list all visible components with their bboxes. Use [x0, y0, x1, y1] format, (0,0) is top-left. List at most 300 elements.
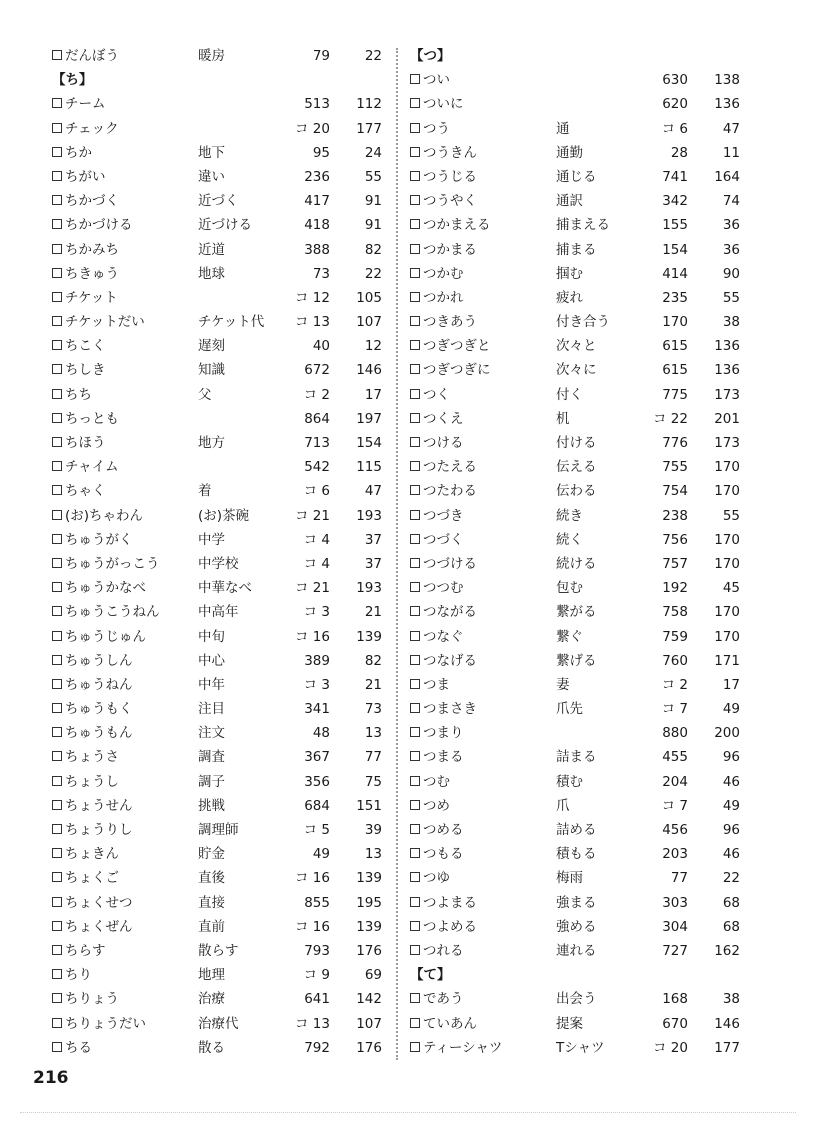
- checkbox-icon: [52, 292, 62, 302]
- entry-reading: つめる: [423, 822, 464, 838]
- left-index-column: [52, 44, 382, 1060]
- entry-page-number: 176: [356, 1039, 382, 1056]
- index-entry: [52, 770, 382, 794]
- entry-kanji: 疲れ: [556, 289, 583, 306]
- entry-kanji: 通じる: [556, 168, 597, 185]
- index-entry: [52, 649, 382, 673]
- entry-page-number: 73: [364, 701, 382, 718]
- entry-ref-number: コ 16: [295, 628, 330, 645]
- entry-page-number: 195: [356, 894, 382, 911]
- entry-reading: ちゅうこうねん: [65, 604, 160, 621]
- index-entry: [52, 745, 382, 769]
- entry-reading: ちょうりし: [65, 822, 133, 838]
- index-entry: [52, 576, 382, 600]
- index-entry: [52, 165, 382, 189]
- entry-kanji: 続く: [556, 531, 583, 548]
- entry-reading: ちょうせん: [65, 797, 133, 814]
- entry-ref-number: コ 7: [661, 701, 688, 718]
- checkbox-icon: [52, 727, 62, 737]
- entry-reading: つける: [423, 435, 464, 451]
- index-entry: [410, 939, 740, 963]
- entry-reading: つづける: [423, 555, 477, 572]
- entry-kanji: (お)茶碗: [198, 507, 250, 524]
- entry-page-number: 47: [364, 483, 382, 500]
- entry-ref-number: 684: [304, 797, 330, 814]
- entry-ref-number: 367: [304, 749, 330, 766]
- entry-ref-number: 204: [662, 773, 688, 790]
- checkbox-icon: [410, 244, 420, 254]
- index-entry: [52, 866, 382, 890]
- entry-kanji: 通訳: [556, 193, 583, 210]
- entry-reading: ちょきん: [65, 846, 119, 863]
- entry-ref-number: 342: [662, 193, 688, 210]
- entry-reading: であう: [423, 991, 464, 1008]
- index-entry: [52, 358, 382, 382]
- checkbox-icon: [52, 1018, 62, 1028]
- checkbox-icon: [410, 510, 420, 520]
- entry-reading: つぎつぎに: [423, 362, 491, 379]
- entry-kanji: 付き合う: [556, 314, 610, 331]
- entry-kanji: 次々と: [556, 338, 597, 355]
- entry-reading: つう: [423, 120, 450, 137]
- entry-ref-number: 759: [662, 628, 688, 645]
- entry-ref-number: コ 12: [295, 289, 330, 306]
- index-entry: [52, 552, 382, 576]
- entry-kanji: 治療: [198, 991, 225, 1008]
- entry-kanji: 繋げる: [556, 652, 597, 669]
- entry-kanji: 遅刻: [198, 338, 225, 355]
- index-entry: [410, 262, 740, 286]
- entry-ref-number: 388: [304, 241, 330, 258]
- entry-reading: つぎつぎと: [423, 338, 491, 355]
- entry-ref-number: 792: [304, 1039, 330, 1056]
- entry-ref-number: 776: [662, 435, 688, 451]
- entry-ref-number: 356: [304, 773, 330, 790]
- checkbox-icon: [410, 74, 420, 84]
- checkbox-icon: [52, 171, 62, 181]
- index-entry: [410, 673, 740, 697]
- entry-reading: つい: [423, 72, 450, 89]
- index-entry: [410, 358, 740, 382]
- entry-ref-number: コ 7: [661, 797, 688, 814]
- checkbox-icon: [410, 558, 420, 568]
- entry-kanji: 積む: [556, 773, 583, 790]
- index-entry: [52, 141, 382, 165]
- entry-reading: つよめる: [423, 918, 477, 935]
- checkbox-icon: [52, 776, 62, 786]
- entry-page-number: 170: [714, 604, 740, 621]
- index-entry: [52, 44, 382, 68]
- entry-ref-number: 238: [662, 507, 688, 524]
- checkbox-icon: [52, 413, 62, 423]
- entry-kanji: 連れる: [556, 942, 597, 959]
- section-header-label: 【て】: [410, 967, 451, 984]
- checkbox-icon: [52, 1042, 62, 1052]
- index-entry: [52, 842, 382, 866]
- entry-kanji: 梅雨: [556, 870, 583, 887]
- checkbox-icon: [52, 558, 62, 568]
- entry-ref-number: 757: [662, 555, 688, 572]
- entry-reading: ちかみち: [65, 241, 119, 258]
- entry-page-number: 38: [722, 314, 740, 331]
- index-entry: [52, 939, 382, 963]
- entry-page-number: 193: [356, 507, 382, 524]
- entry-kanji: 強める: [556, 918, 597, 935]
- entry-page-number: 36: [722, 217, 740, 234]
- checkbox-icon: [52, 921, 62, 931]
- entry-reading: ちゅうねん: [65, 676, 133, 693]
- entry-page-number: 139: [356, 628, 382, 645]
- entry-reading: ちきゅう: [65, 265, 119, 282]
- entry-reading: ちりょう: [65, 991, 119, 1008]
- entry-page-number: 47: [722, 120, 740, 137]
- entry-kanji: 中高年: [198, 604, 239, 621]
- checkbox-icon: [410, 389, 420, 399]
- index-entry: [52, 213, 382, 237]
- checkbox-icon: [410, 679, 420, 689]
- right-index-column: [410, 44, 740, 1060]
- entry-page-number: 11: [722, 144, 740, 161]
- checkbox-icon: [410, 897, 420, 907]
- entry-ref-number: 741: [662, 168, 688, 185]
- index-entry: [410, 552, 740, 576]
- index-entry: [410, 310, 740, 334]
- index-entry: [52, 1036, 382, 1060]
- entry-page-number: 22: [722, 870, 740, 887]
- entry-ref-number: 641: [304, 991, 330, 1008]
- entry-reading: つよまる: [423, 894, 477, 911]
- entry-reading: ちち: [65, 386, 92, 403]
- entry-kanji: 注文: [198, 725, 225, 742]
- entry-page-number: 151: [356, 797, 382, 814]
- checkbox-icon: [52, 510, 62, 520]
- entry-ref-number: 775: [662, 386, 688, 403]
- bottom-rule: [20, 1112, 796, 1113]
- section-header-label: 【つ】: [410, 48, 451, 64]
- entry-kanji: 直後: [198, 870, 225, 887]
- entry-page-number: 138: [714, 72, 740, 89]
- entry-kanji: 続ける: [556, 555, 597, 572]
- entry-reading: チャイム: [65, 459, 119, 476]
- checkbox-icon: [52, 50, 62, 60]
- index-entry: [410, 504, 740, 528]
- index-entry: [410, 165, 740, 189]
- entry-ref-number: 670: [662, 1015, 688, 1032]
- entry-ref-number: コ 22: [653, 410, 688, 427]
- index-entry: [52, 673, 382, 697]
- entry-page-number: 21: [364, 604, 382, 621]
- index-entry: [410, 842, 740, 866]
- index-entry: [52, 455, 382, 479]
- checkbox-icon: [410, 655, 420, 665]
- entry-page-number: 37: [364, 555, 382, 572]
- entry-page-number: 69: [364, 967, 382, 984]
- index-entry: [410, 431, 740, 455]
- entry-ref-number: 615: [662, 362, 688, 379]
- index-entry: [52, 625, 382, 649]
- entry-page-number: 197: [356, 410, 382, 427]
- entry-reading: つかまえる: [423, 217, 491, 234]
- checkbox-icon: [52, 800, 62, 810]
- entry-reading: ちょうさ: [65, 749, 119, 766]
- checkbox-icon: [410, 485, 420, 495]
- entry-ref-number: コ 2: [303, 386, 330, 403]
- index-entry: [52, 117, 382, 141]
- index-entry: [410, 625, 740, 649]
- index-entry: [52, 600, 382, 624]
- entry-reading: つたえる: [423, 459, 477, 476]
- entry-ref-number: 414: [662, 265, 688, 282]
- checkbox-icon: [410, 921, 420, 931]
- index-entry: [410, 117, 740, 141]
- index-entry: [410, 818, 740, 842]
- checkbox-icon: [52, 751, 62, 761]
- entry-ref-number: 727: [662, 942, 688, 959]
- entry-ref-number: コ 2: [661, 676, 688, 693]
- entry-page-number: 170: [714, 555, 740, 572]
- checkbox-icon: [410, 340, 420, 350]
- entry-reading: つきあう: [423, 314, 477, 331]
- entry-ref-number: 168: [662, 991, 688, 1008]
- entry-kanji: 近道: [198, 241, 225, 258]
- index-entry: [410, 721, 740, 745]
- entry-page-number: 22: [364, 265, 382, 282]
- entry-kanji: 中学校: [198, 555, 239, 572]
- checkbox-icon: [52, 534, 62, 544]
- entry-page-number: 46: [722, 773, 740, 790]
- index-entry: [52, 286, 382, 310]
- entry-kanji: 出会う: [556, 991, 597, 1008]
- entry-page-number: 68: [722, 918, 740, 935]
- entry-page-number: 200: [714, 725, 740, 742]
- index-entry: [52, 238, 382, 262]
- entry-ref-number: コ 3: [303, 604, 330, 621]
- checkbox-icon: [410, 727, 420, 737]
- entry-ref-number: 713: [304, 435, 330, 451]
- entry-ref-number: 672: [304, 362, 330, 379]
- entry-page-number: 177: [356, 120, 382, 137]
- entry-kanji: 中学: [198, 531, 225, 548]
- entry-ref-number: 170: [662, 314, 688, 331]
- entry-reading: つもる: [423, 846, 464, 863]
- entry-page-number: 96: [722, 749, 740, 766]
- checkbox-icon: [52, 679, 62, 689]
- entry-ref-number: 389: [304, 652, 330, 669]
- entry-reading: ちり: [65, 967, 92, 984]
- entry-kanji: 繋がる: [556, 604, 597, 621]
- entry-reading: つまさき: [423, 701, 477, 718]
- checkbox-icon: [410, 993, 420, 1003]
- entry-page-number: 107: [356, 314, 382, 331]
- index-entry: [410, 697, 740, 721]
- entry-kanji: 中心: [198, 652, 225, 669]
- index-entry: [410, 479, 740, 503]
- entry-reading: (お)ちゃわん: [65, 507, 144, 524]
- entry-ref-number: コ 21: [295, 507, 330, 524]
- entry-page-number: 162: [714, 942, 740, 959]
- entry-reading: だんぼう: [65, 48, 119, 64]
- entry-reading: チーム: [65, 96, 106, 113]
- entry-page-number: 177: [714, 1039, 740, 1056]
- entry-reading: ちほう: [65, 435, 106, 451]
- entry-reading: つゆ: [423, 870, 450, 887]
- index-entry: [52, 504, 382, 528]
- entry-kanji: 注目: [198, 701, 225, 718]
- entry-kanji: 治療代: [198, 1015, 239, 1032]
- entry-kanji: 繋ぐ: [556, 628, 583, 645]
- entry-kanji: 通: [556, 120, 570, 137]
- entry-page-number: 17: [722, 676, 740, 693]
- index-entry: [52, 891, 382, 915]
- entry-ref-number: 341: [304, 701, 330, 718]
- entry-ref-number: 630: [662, 72, 688, 89]
- entry-kanji: チケット代: [198, 314, 265, 331]
- entry-kanji: 地方: [198, 435, 225, 451]
- entry-reading: ちかづく: [65, 193, 119, 210]
- checkbox-icon: [410, 292, 420, 302]
- section-header: [52, 68, 382, 92]
- entry-ref-number: 755: [662, 459, 688, 476]
- checkbox-icon: [52, 195, 62, 205]
- entry-page-number: 82: [364, 241, 382, 258]
- checkbox-icon: [52, 655, 62, 665]
- entry-kanji: 地理: [198, 967, 225, 984]
- checkbox-icon: [410, 437, 420, 447]
- index-entry: [52, 383, 382, 407]
- entry-reading: つれる: [423, 942, 464, 959]
- entry-page-number: 173: [714, 435, 740, 451]
- entry-page-number: 170: [714, 531, 740, 548]
- entry-ref-number: 793: [304, 942, 330, 959]
- checkbox-icon: [410, 98, 420, 108]
- entry-page-number: 36: [722, 241, 740, 258]
- entry-page-number: 193: [356, 580, 382, 597]
- checkbox-icon: [410, 945, 420, 955]
- checkbox-icon: [52, 897, 62, 907]
- entry-page-number: 139: [356, 918, 382, 935]
- entry-page-number: 146: [714, 1015, 740, 1032]
- entry-ref-number: 49: [312, 846, 330, 863]
- index-entry: [410, 891, 740, 915]
- index-entry: [410, 141, 740, 165]
- entry-kanji: 散らす: [198, 942, 239, 959]
- entry-reading: ちがい: [65, 168, 106, 185]
- entry-ref-number: 756: [662, 531, 688, 548]
- checkbox-icon: [52, 268, 62, 278]
- entry-kanji: 掴む: [556, 265, 583, 282]
- index-entry: [410, 407, 740, 431]
- index-entry: [52, 963, 382, 987]
- entry-page-number: 107: [356, 1015, 382, 1032]
- entry-kanji: 違い: [198, 168, 225, 185]
- entry-reading: つつむ: [423, 580, 464, 597]
- entry-reading: つなぐ: [423, 628, 464, 645]
- entry-page-number: 55: [722, 507, 740, 524]
- entry-reading: ちゅうもく: [65, 701, 133, 718]
- entry-page-number: 37: [364, 531, 382, 548]
- entry-page-number: 24: [364, 144, 382, 161]
- entry-kanji: 直接: [198, 894, 225, 911]
- column-divider: [396, 48, 398, 1060]
- entry-ref-number: 620: [662, 96, 688, 113]
- entry-reading: つくえ: [423, 410, 464, 427]
- entry-reading: ちゅうもん: [65, 725, 133, 742]
- entry-reading: チケット: [65, 289, 118, 306]
- checkbox-icon: [410, 582, 420, 592]
- checkbox-icon: [410, 171, 420, 181]
- section-header: [410, 44, 740, 68]
- entry-page-number: 49: [722, 701, 740, 718]
- checkbox-icon: [52, 219, 62, 229]
- entry-reading: つながる: [423, 604, 477, 621]
- entry-page-number: 136: [714, 338, 740, 355]
- entry-kanji: 近づける: [198, 217, 252, 234]
- entry-reading: ちゅうがっこう: [65, 555, 160, 572]
- entry-kanji: 提案: [556, 1015, 583, 1032]
- checkbox-icon: [410, 268, 420, 278]
- index-entry: [410, 189, 740, 213]
- checkbox-icon: [410, 316, 420, 326]
- page-number: 216: [33, 1068, 69, 1088]
- index-entry: [410, 455, 740, 479]
- entry-page-number: 173: [714, 386, 740, 403]
- entry-page-number: 170: [714, 483, 740, 500]
- index-entry: [410, 600, 740, 624]
- entry-kanji: 包む: [556, 580, 583, 597]
- entry-kanji: 挑戦: [198, 797, 225, 814]
- entry-kanji: 付ける: [556, 435, 597, 451]
- entry-ref-number: 455: [662, 749, 688, 766]
- entry-reading: ちゅうがく: [65, 531, 133, 548]
- index-entry: [410, 286, 740, 310]
- entry-ref-number: 864: [304, 410, 330, 427]
- entry-reading: ちこく: [65, 338, 106, 355]
- entry-page-number: 136: [714, 96, 740, 113]
- entry-kanji: 父: [198, 386, 212, 403]
- index-entry: [410, 528, 740, 552]
- checkbox-icon: [52, 848, 62, 858]
- entry-reading: ちょうし: [65, 773, 119, 790]
- checkbox-icon: [52, 123, 62, 133]
- checkbox-icon: [410, 606, 420, 616]
- checkbox-icon: [52, 606, 62, 616]
- entry-page-number: 38: [722, 991, 740, 1008]
- index-entry: [52, 818, 382, 842]
- entry-reading: つかれ: [423, 289, 464, 306]
- entry-kanji: 知識: [198, 362, 225, 379]
- entry-kanji: 調子: [198, 773, 225, 790]
- entry-page-number: 90: [722, 265, 740, 282]
- checkbox-icon: [410, 776, 420, 786]
- checkbox-icon: [52, 969, 62, 979]
- entry-kanji: 近づく: [198, 193, 239, 210]
- entry-ref-number: 28: [670, 144, 688, 161]
- checkbox-icon: [52, 582, 62, 592]
- entry-reading: つく: [423, 386, 450, 403]
- index-entry: [410, 987, 740, 1011]
- checkbox-icon: [52, 461, 62, 471]
- index-entry: [52, 431, 382, 455]
- index-entry: [410, 92, 740, 116]
- entry-page-number: 136: [714, 362, 740, 379]
- checkbox-icon: [410, 872, 420, 882]
- checkbox-icon: [410, 534, 420, 544]
- entry-ref-number: 79: [312, 48, 330, 64]
- entry-reading: つまる: [423, 749, 464, 766]
- checkbox-icon: [410, 848, 420, 858]
- entry-page-number: 139: [356, 870, 382, 887]
- index-entry: [410, 576, 740, 600]
